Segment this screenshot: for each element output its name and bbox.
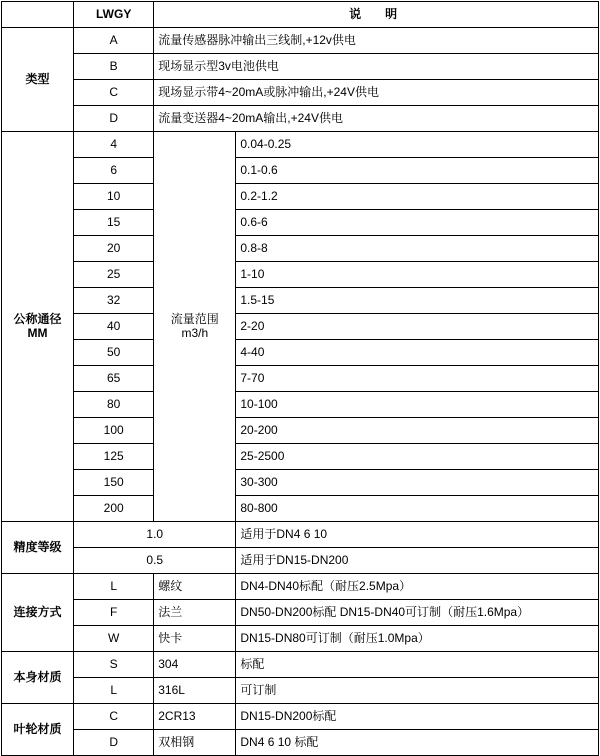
code-cell: F xyxy=(74,600,154,626)
table-row xyxy=(2,574,599,600)
desc-cell: 0.8-8 xyxy=(236,236,599,262)
code-cell: A xyxy=(74,28,154,54)
code-cell: 6 xyxy=(74,158,154,184)
code-cell: D xyxy=(74,730,154,756)
desc-cell: 2-20 xyxy=(236,314,599,340)
code-cell: 200 xyxy=(74,496,154,522)
desc-cell: 标配 xyxy=(236,652,599,678)
code-cell: 50 xyxy=(74,340,154,366)
code-cell: L xyxy=(74,574,154,600)
table-row xyxy=(2,132,599,158)
desc-cell: DN50-DN200标配 DN15-DN40可订制（耐压1.6Mpa） xyxy=(236,600,599,626)
desc-cell: 25-2500 xyxy=(236,444,599,470)
desc-cell: 流量传感器脉冲输出三线制,+12v供电 xyxy=(154,28,599,54)
section-label-line2: MM xyxy=(27,325,48,340)
table-row xyxy=(2,444,599,470)
code-cell: 1.0 xyxy=(74,522,236,548)
code-cell: 32 xyxy=(74,288,154,314)
flow-range-line2: m3/h xyxy=(181,325,209,340)
desc-cell: 10-100 xyxy=(236,392,599,418)
mid-cell: 双相钢 xyxy=(154,730,236,756)
desc-cell: 现场显示带4~20mA或脉冲输出,+24V供电 xyxy=(154,80,599,106)
code-cell: 0.5 xyxy=(74,548,236,574)
code-cell: S xyxy=(74,652,154,678)
section-label-accuracy: 精度等级 xyxy=(2,522,74,574)
mid-cell: 2CR13 xyxy=(154,704,236,730)
desc-cell: 1-10 xyxy=(236,262,599,288)
table-row xyxy=(2,600,599,626)
header-model-cell: LWGY xyxy=(74,2,154,28)
code-cell: 100 xyxy=(74,418,154,444)
table-row xyxy=(2,418,599,444)
desc-cell: 适用于DN15-DN200 xyxy=(236,548,599,574)
header-blank-cell xyxy=(2,2,74,28)
code-cell: 10 xyxy=(74,184,154,210)
table-row xyxy=(2,626,599,652)
desc-cell: DN4 6 10 标配 xyxy=(236,730,599,756)
code-cell: 15 xyxy=(74,210,154,236)
table-row xyxy=(2,392,599,418)
section-label-type: 类型 xyxy=(2,28,74,132)
code-cell: 4 xyxy=(74,132,154,158)
desc-cell: 1.5-15 xyxy=(236,288,599,314)
section-label-nominal-diameter xyxy=(2,132,74,522)
table-row xyxy=(2,288,599,314)
desc-cell: 7-70 xyxy=(236,366,599,392)
desc-cell: DN15-DN200标配 xyxy=(236,704,599,730)
table-row xyxy=(2,80,599,106)
table-row xyxy=(2,704,599,730)
table-row xyxy=(2,28,599,54)
code-cell: 125 xyxy=(74,444,154,470)
section-label-body-material: 本身材质 xyxy=(2,652,74,704)
desc-cell: 80-800 xyxy=(236,496,599,522)
desc-cell: 现场显示型3v电池供电 xyxy=(154,54,599,80)
desc-cell: 4-40 xyxy=(236,340,599,366)
desc-cell: 0.2-1.2 xyxy=(236,184,599,210)
desc-cell: 0.6-6 xyxy=(236,210,599,236)
desc-cell: 0.04-0.25 xyxy=(236,132,599,158)
table-row xyxy=(2,262,599,288)
flow-range-label xyxy=(154,132,236,522)
table-row xyxy=(2,470,599,496)
code-cell: 25 xyxy=(74,262,154,288)
mid-cell: 螺纹 xyxy=(154,574,236,600)
desc-cell: DN15-DN80可订制（耐压1.0Mpa） xyxy=(236,626,599,652)
desc-cell: DN4-DN40标配（耐压2.5Mpa） xyxy=(236,574,599,600)
table-row xyxy=(2,340,599,366)
desc-cell: 20-200 xyxy=(236,418,599,444)
code-cell: C xyxy=(74,80,154,106)
table-row xyxy=(2,158,599,184)
header-desc-cell: 说 明 xyxy=(154,2,599,28)
desc-cell: 可订制 xyxy=(236,678,599,704)
table-header-row xyxy=(2,2,599,28)
table-row xyxy=(2,314,599,340)
section-label-line1: 公称通径 xyxy=(13,311,62,326)
code-cell: W xyxy=(74,626,154,652)
code-cell: C xyxy=(74,704,154,730)
code-cell: 20 xyxy=(74,236,154,262)
table-row xyxy=(2,678,599,704)
section-label-impeller-material: 叶轮材质 xyxy=(2,704,74,756)
code-cell: 80 xyxy=(74,392,154,418)
desc-cell: 流量变送器4~20mA输出,+24V供电 xyxy=(154,106,599,132)
table-row xyxy=(2,522,599,548)
code-cell: 40 xyxy=(74,314,154,340)
table-row xyxy=(2,366,599,392)
table-row xyxy=(2,106,599,132)
mid-cell: 316L xyxy=(154,678,236,704)
code-cell: 65 xyxy=(74,366,154,392)
flow-range-line1: 流量范围 xyxy=(170,311,219,326)
desc-cell: 适用于DN4 6 10 xyxy=(236,522,599,548)
mid-cell: 快卡 xyxy=(154,626,236,652)
table-row xyxy=(2,652,599,678)
specification-table xyxy=(1,1,599,756)
code-cell: L xyxy=(74,678,154,704)
code-cell: D xyxy=(74,106,154,132)
table-row xyxy=(2,184,599,210)
table-row xyxy=(2,548,599,574)
table-row xyxy=(2,210,599,236)
mid-cell: 法兰 xyxy=(154,600,236,626)
table-row xyxy=(2,496,599,522)
section-label-connection: 连接方式 xyxy=(2,574,74,652)
desc-cell: 0.1-0.6 xyxy=(236,158,599,184)
mid-cell: 304 xyxy=(154,652,236,678)
table-row xyxy=(2,54,599,80)
code-cell: 150 xyxy=(74,470,154,496)
table-row xyxy=(2,236,599,262)
code-cell: B xyxy=(74,54,154,80)
desc-cell: 30-300 xyxy=(236,470,599,496)
